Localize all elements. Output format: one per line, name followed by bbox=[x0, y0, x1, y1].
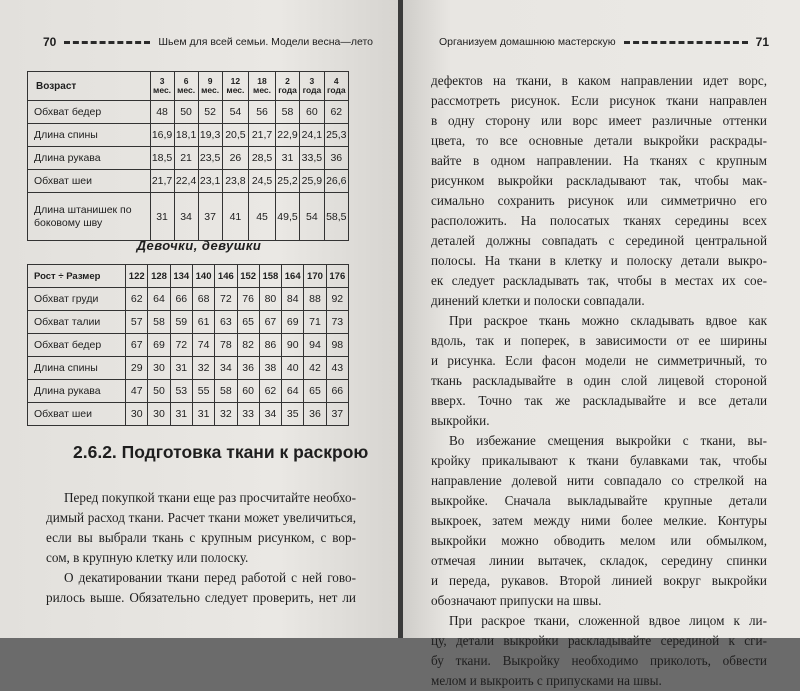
table-cell: 34 bbox=[259, 403, 281, 426]
row-label: Длина спины bbox=[28, 124, 151, 147]
table-cell: 82 bbox=[237, 334, 259, 357]
text-line: рисунком выкройки раскладывают так, чтобы мак- bbox=[431, 173, 767, 188]
text-line: Во избежание смещения выкройки с ткани, вы- bbox=[449, 433, 767, 448]
table-cell: 30 bbox=[148, 357, 170, 380]
table-cell: 69 bbox=[148, 334, 170, 357]
table-cell: 92 bbox=[326, 288, 348, 311]
text-line: отмечая линии вытачек, складок, середину спинки bbox=[431, 553, 767, 568]
header-rule bbox=[64, 41, 150, 44]
text-line: ткань раскладывайте в один слой лицевой стороной bbox=[431, 373, 767, 388]
table-cell: 50 bbox=[148, 380, 170, 403]
header-cell: 128 bbox=[148, 265, 170, 288]
table-cell: 62 bbox=[324, 101, 348, 124]
table-cell: 21,7 bbox=[150, 170, 174, 193]
table-cell: 28,5 bbox=[249, 147, 276, 170]
text-line: рассмотреть рисунок. Если рисунок ткани направлен bbox=[431, 93, 767, 108]
table-cell: 33,5 bbox=[300, 147, 324, 170]
table-cell: 21 bbox=[174, 147, 198, 170]
table-cell: 29 bbox=[126, 357, 148, 380]
header-cell: 3 мес. bbox=[150, 72, 174, 101]
row-label: Длина рукава bbox=[28, 380, 126, 403]
table-cell: 78 bbox=[215, 334, 237, 357]
text-line: цвета, то все основные детали выкройки раскрады- bbox=[431, 133, 767, 148]
table-cell: 49,5 bbox=[275, 193, 299, 241]
table-cell: 98 bbox=[326, 334, 348, 357]
table-cell: 36 bbox=[304, 403, 326, 426]
table-cell: 38 bbox=[259, 357, 281, 380]
table-row bbox=[28, 101, 349, 124]
table-cell: 22,9 bbox=[275, 124, 299, 147]
header-corner-cell: Возраст bbox=[28, 72, 151, 101]
header-cell: 152 bbox=[237, 265, 259, 288]
row-label: Длина рукава bbox=[28, 147, 151, 170]
table-cell: 31 bbox=[170, 357, 192, 380]
right-running-title: Организуем домашнюю мастерскую bbox=[439, 36, 616, 48]
text-line: динений клетки и полоски совпадали. bbox=[431, 293, 645, 308]
table-row bbox=[28, 124, 349, 147]
table-cell: 74 bbox=[192, 334, 214, 357]
text-line: кройку прикалывают к ткани булавками так, чтобы bbox=[431, 453, 767, 468]
text-line: выкроек, затем между ними более мелкие. Контуры bbox=[431, 513, 767, 528]
table-row bbox=[28, 193, 349, 241]
text-line: вайте в одном направлении. На тканях с крупным bbox=[431, 153, 767, 168]
table-cell: 47 bbox=[126, 380, 148, 403]
table-cell: 26 bbox=[222, 147, 249, 170]
table-cell: 61 bbox=[192, 311, 214, 334]
table-cell: 90 bbox=[282, 334, 304, 357]
table-cell: 66 bbox=[170, 288, 192, 311]
row-label: Обхват шеи bbox=[28, 403, 126, 426]
age-measurements-table bbox=[27, 71, 349, 241]
table-row bbox=[28, 380, 349, 403]
table-cell: 31 bbox=[150, 193, 174, 241]
header-corner-cell: Рост ÷ Размер bbox=[28, 265, 126, 288]
table-row bbox=[28, 288, 349, 311]
header-cell: 4 года bbox=[324, 72, 348, 101]
table-cell: 31 bbox=[275, 147, 299, 170]
text-line: деталей должны совпадать с серединой центральной bbox=[431, 233, 767, 248]
table-row bbox=[28, 357, 349, 380]
table-cell: 26,6 bbox=[324, 170, 348, 193]
table-cell: 68 bbox=[192, 288, 214, 311]
text-line: При раскрое ткани, сложенной вдвое лицом к ли- bbox=[449, 613, 767, 628]
table-cell: 32 bbox=[215, 403, 237, 426]
left-page-number: 70 bbox=[43, 35, 57, 49]
table-cell: 18,1 bbox=[174, 124, 198, 147]
table-cell: 55 bbox=[192, 380, 214, 403]
table-cell: 67 bbox=[259, 311, 281, 334]
table-cell: 25,3 bbox=[324, 124, 348, 147]
table-cell: 45 bbox=[249, 193, 276, 241]
table-cell: 36 bbox=[237, 357, 259, 380]
header-cell: 3 года bbox=[300, 72, 324, 101]
table-cell: 31 bbox=[170, 403, 192, 426]
text-line: бу ткани. Выкройку необходимо приколоть, обвести bbox=[431, 653, 767, 668]
right-body-text bbox=[431, 71, 767, 691]
table-cell: 23,8 bbox=[222, 170, 249, 193]
table-cell: 24,5 bbox=[249, 170, 276, 193]
table-cell: 72 bbox=[215, 288, 237, 311]
table-cell: 58 bbox=[148, 311, 170, 334]
header-rule bbox=[624, 41, 748, 44]
left-running-head bbox=[43, 32, 373, 52]
table-cell: 33 bbox=[237, 403, 259, 426]
text-line: расположить. На полосатых тканях середины всех bbox=[431, 213, 767, 228]
table-cell: 25,2 bbox=[275, 170, 299, 193]
table-cell: 80 bbox=[259, 288, 281, 311]
table-cell: 42 bbox=[304, 357, 326, 380]
table-cell: 84 bbox=[282, 288, 304, 311]
header-cell: 18 мес. bbox=[249, 72, 276, 101]
table-cell: 67 bbox=[126, 334, 148, 357]
header-cell: 9 мес. bbox=[198, 72, 222, 101]
text-line: выкройке. Сначала выкладывайте крупные детали bbox=[431, 493, 767, 508]
left-running-title: Шьем для всей семьи. Модели весна—лето bbox=[158, 36, 373, 48]
table-cell: 65 bbox=[237, 311, 259, 334]
row-label: Обхват бедер bbox=[28, 334, 126, 357]
row-label: Длина спины bbox=[28, 357, 126, 380]
table-cell: 23,1 bbox=[198, 170, 222, 193]
table-cell: 69 bbox=[282, 311, 304, 334]
table-cell: 21,7 bbox=[249, 124, 276, 147]
header-cell: 12 мес. bbox=[222, 72, 249, 101]
table-cell: 63 bbox=[215, 311, 237, 334]
table-cell: 58 bbox=[215, 380, 237, 403]
table-cell: 16,9 bbox=[150, 124, 174, 147]
table-cell: 20,5 bbox=[222, 124, 249, 147]
header-cell: 176 bbox=[326, 265, 348, 288]
table-cell: 73 bbox=[326, 311, 348, 334]
text-line: рилось выше. Обязательно следует проверить, нет ли bbox=[46, 590, 356, 605]
text-line: вверх. Точно так же раскладывайте и все детали bbox=[431, 393, 767, 408]
header-cell: 170 bbox=[304, 265, 326, 288]
girls-measurements-table bbox=[27, 264, 349, 426]
table-cell: 58,5 bbox=[324, 193, 348, 241]
table-cell: 37 bbox=[198, 193, 222, 241]
table-cell: 54 bbox=[300, 193, 324, 241]
right-page bbox=[403, 0, 800, 688]
text-line: мелом и выкроить с припусками на швы. bbox=[431, 673, 662, 688]
table-cell: 22,4 bbox=[174, 170, 198, 193]
table-cell: 76 bbox=[237, 288, 259, 311]
table-cell: 62 bbox=[259, 380, 281, 403]
text-line: ек следует раскладывать так, чтобы в местах их сое- bbox=[431, 273, 767, 288]
table-cell: 86 bbox=[259, 334, 281, 357]
text-line: симально сохранить рисунок или симметрично его bbox=[431, 193, 767, 208]
text-line: если вы выбрали ткань с крупным рисунком, с вор- bbox=[46, 530, 356, 545]
table-cell: 30 bbox=[148, 403, 170, 426]
table-cell: 19,3 bbox=[198, 124, 222, 147]
section-heading: 2.6.2. Подготовка ткани к раскрою bbox=[73, 442, 369, 462]
text-line: Перед покупкой ткани еще раз просчитайте необхо- bbox=[64, 490, 356, 505]
table-cell: 31 bbox=[192, 403, 214, 426]
row-label: Обхват талии bbox=[28, 311, 126, 334]
table-cell: 56 bbox=[249, 101, 276, 124]
text-line: вдоль, так и поперек, в зависимости от ее ширины bbox=[431, 333, 767, 348]
text-line: и рисунка. Если фасон модели не симметричный, то bbox=[431, 353, 767, 368]
left-body-text bbox=[46, 488, 356, 608]
right-running-head bbox=[439, 32, 769, 52]
table-cell: 43 bbox=[326, 357, 348, 380]
table-row bbox=[28, 334, 349, 357]
left-page bbox=[0, 0, 398, 638]
text-line: в одну сторону или ворс имеет различные оттенки bbox=[431, 113, 767, 128]
right-page-number: 71 bbox=[755, 35, 769, 49]
header-cell: 122 bbox=[126, 265, 148, 288]
table-cell: 36 bbox=[324, 147, 348, 170]
table-cell: 60 bbox=[300, 101, 324, 124]
table-row bbox=[28, 311, 349, 334]
text-line: димый расход ткани. Расчет ткани может увеличиться, bbox=[46, 510, 356, 525]
table-cell: 71 bbox=[304, 311, 326, 334]
table-cell: 88 bbox=[304, 288, 326, 311]
table-cell: 58 bbox=[275, 101, 299, 124]
text-line: При раскрое ткань можно складывать вдвое как bbox=[449, 313, 767, 328]
header-cell: 2 года bbox=[275, 72, 299, 101]
table-cell: 59 bbox=[170, 311, 192, 334]
table-row bbox=[28, 170, 349, 193]
text-line: обозначают припуски на швы. bbox=[431, 593, 602, 608]
table-cell: 35 bbox=[282, 403, 304, 426]
table-cell: 64 bbox=[282, 380, 304, 403]
table-cell: 94 bbox=[304, 334, 326, 357]
table-cell: 52 bbox=[198, 101, 222, 124]
table-cell: 60 bbox=[237, 380, 259, 403]
row-label: Обхват шеи bbox=[28, 170, 151, 193]
table-cell: 40 bbox=[282, 357, 304, 380]
text-line: дефектов на ткани, в каком направлении идет ворс, bbox=[431, 73, 767, 88]
table-cell: 34 bbox=[215, 357, 237, 380]
table-cell: 53 bbox=[170, 380, 192, 403]
table-header-row bbox=[28, 72, 349, 101]
table-cell: 57 bbox=[126, 311, 148, 334]
text-line: О декатировании ткани перед работой с ней гово- bbox=[64, 570, 356, 585]
header-cell: 158 bbox=[259, 265, 281, 288]
header-cell: 6 мес. bbox=[174, 72, 198, 101]
table-cell: 32 bbox=[192, 357, 214, 380]
table-cell: 65 bbox=[304, 380, 326, 403]
header-cell: 164 bbox=[282, 265, 304, 288]
table-cell: 37 bbox=[326, 403, 348, 426]
table-cell: 50 bbox=[174, 101, 198, 124]
table-header-row bbox=[28, 265, 349, 288]
header-cell: 140 bbox=[192, 265, 214, 288]
text-line: выкройки можно обводить мелом или обмылком, bbox=[431, 533, 767, 548]
text-line: направление долевой нити совпадало со стрелкой на bbox=[431, 473, 767, 488]
text-line: и переда, рукавов. Второй линией вокруг выкройки bbox=[431, 573, 767, 588]
table-row bbox=[28, 147, 349, 170]
text-line: полосы. На ткани в клетку и полоску детали выкро- bbox=[431, 253, 767, 268]
table-cell: 18,5 bbox=[150, 147, 174, 170]
header-cell: 146 bbox=[215, 265, 237, 288]
table-cell: 34 bbox=[174, 193, 198, 241]
row-label: Длина штанишек по боковому шву bbox=[28, 193, 151, 241]
table-cell: 23,5 bbox=[198, 147, 222, 170]
table-cell: 25,9 bbox=[300, 170, 324, 193]
table-cell: 54 bbox=[222, 101, 249, 124]
text-line: цу, детали выкройки раскладывайте серединой к сги- bbox=[431, 633, 767, 648]
table-cell: 30 bbox=[126, 403, 148, 426]
table-cell: 66 bbox=[326, 380, 348, 403]
table-cell: 64 bbox=[148, 288, 170, 311]
row-label: Обхват груди bbox=[28, 288, 126, 311]
text-line: выкройки. bbox=[431, 413, 490, 428]
table-cell: 62 bbox=[126, 288, 148, 311]
table-cell: 48 bbox=[150, 101, 174, 124]
table-row bbox=[28, 403, 349, 426]
table-subtitle: Девочки, девушки bbox=[136, 238, 262, 253]
table-cell: 24,1 bbox=[300, 124, 324, 147]
table-cell: 41 bbox=[222, 193, 249, 241]
table-cell: 72 bbox=[170, 334, 192, 357]
row-label: Обхват бедер bbox=[28, 101, 151, 124]
text-line: сом, в крупную клетку или полоску. bbox=[46, 550, 249, 565]
header-cell: 134 bbox=[170, 265, 192, 288]
